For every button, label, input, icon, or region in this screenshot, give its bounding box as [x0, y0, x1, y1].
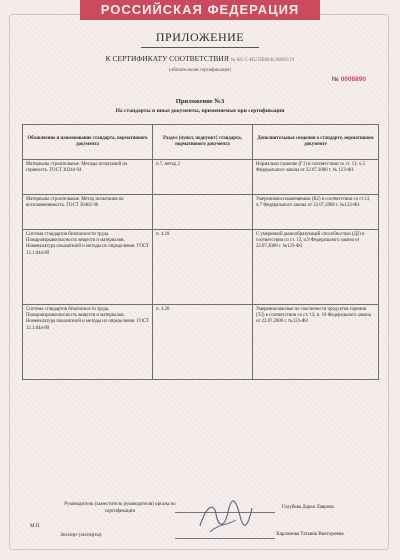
table-row	[23, 230, 379, 305]
annex-title: Приложение №3	[175, 98, 225, 105]
cell-document: Система стандартов безопасности труда. Пожаровзрывоопасность веществ и материалов. Номенклатура показателей и методы их определения. ГОСТ 12.1.044-89	[23, 305, 153, 380]
cell-section	[153, 195, 253, 230]
standards-table	[22, 124, 379, 380]
column-header-info: Дополнительные сведения о стандарте, нормативном документе	[253, 125, 379, 160]
cell-document: Материалы строительные. Метод испытания на воспламеняемость. ГОСТ 30402-96	[23, 195, 153, 230]
cell-section: п. 4.18	[153, 230, 253, 305]
table-row	[23, 305, 379, 380]
column-header-section: Раздел (пункт, подпункт) стандарта, нормативного документа	[153, 125, 253, 160]
annex-subtitle: На стандарты и иные документы, применяемые при сертификации	[115, 108, 285, 114]
cell-info: Нормально горючие (Г1) в соответствии со ст. 13, ч.5 Федерального закона от 22.07.2008 г. № 123-ФЗ	[253, 160, 379, 195]
table-row	[23, 195, 379, 230]
certificate-reference	[0, 54, 400, 63]
cell-info: Умеренновоспламеняемые (В2) в соответствии со ст.13, ч.7 Федерального закона от 22.07.2008 г. №123-ФЗ	[253, 195, 379, 230]
head-signature-label: Руководитель (заместитель руководителя) органа по сертификации	[64, 502, 176, 514]
head-name: Голубева Дарья Лаврова	[282, 505, 334, 510]
cell-info: Умеренноопасные по токсичности продуктов горения (Т2) в соответствии со ст. 13, п. 10 Федерального закона от 22.07.2008 г. №123-ФЗ	[253, 305, 379, 380]
expert-signature-label: Эксперт (эксперты)	[60, 533, 102, 538]
serial-label: №	[331, 76, 339, 83]
serial-value: 0008890	[340, 76, 366, 83]
cell-document: Материалы строительные. Методы испытаний на горючесть. ГОСТ 30244-94	[23, 160, 153, 195]
signature-icon	[196, 496, 256, 536]
cell-info: С умеренной дымообразующей способностью (Д2) в соответствии со ст. 13, ч.9 Федерального закона от 22.07.2008 г. №123-ФЗ	[253, 230, 379, 305]
column-header-document: Обозначение и наименование стандарта, нормативного документа	[23, 125, 153, 160]
table-row	[23, 160, 379, 195]
certificate-label: К СЕРТИФИКАТУ СООТВЕТСТВИЯ	[105, 54, 229, 63]
table-header-row	[23, 125, 379, 160]
cell-document: Система стандартов безопасности труда. Пожаровзрывоопасность веществ и материалов. Номенклатура показателей и методы их определения. ГОСТ 12.1.044-89	[23, 230, 153, 305]
certification-type: (обязательная сертификация)	[168, 68, 232, 73]
handwritten-signature	[196, 496, 256, 536]
expert-name: Харламова Татьяна Викторовна	[276, 532, 344, 537]
country-banner: РОССИЙСКАЯ ФЕДЕРАЦИЯ	[80, 0, 320, 20]
document-title: ПРИЛОЖЕНИЕ	[0, 30, 400, 48]
certificate-number: № RU C-RU.ПБ68.В.00092/19	[230, 58, 295, 63]
expert-signature-line	[175, 538, 275, 539]
cell-section: п.7, метод 2	[153, 160, 253, 195]
stamp-place-label: М.П.	[30, 524, 41, 529]
cell-section: п. 4.20	[153, 305, 253, 380]
serial-number	[332, 76, 366, 83]
